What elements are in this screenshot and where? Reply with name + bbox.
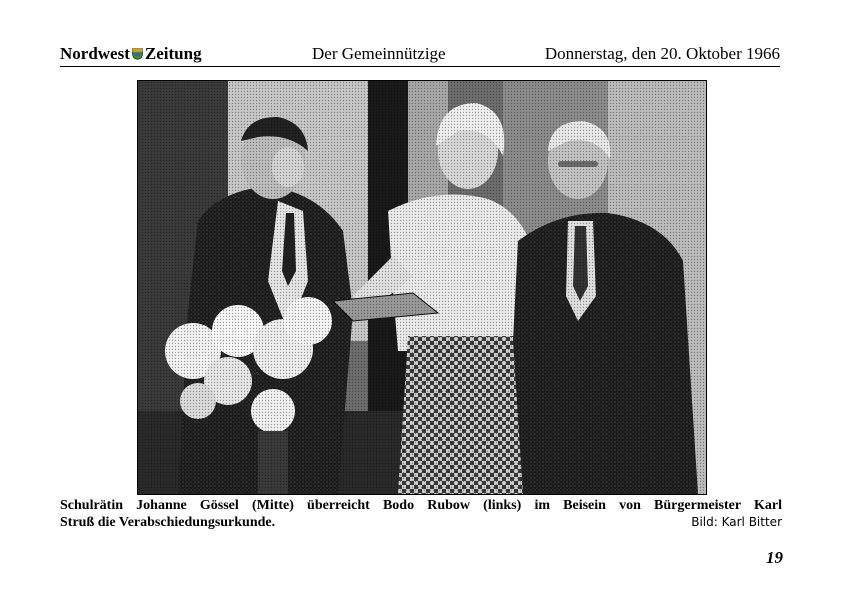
page-header — [60, 44, 780, 67]
photo-credit: Bild: Karl Bitter — [691, 515, 782, 529]
masthead-left-word: Nordwest — [60, 44, 130, 63]
page-number: 19 — [766, 548, 783, 567]
issue-date: Donnerstag, den 20. Oktober 1966 — [544, 44, 780, 63]
coat-of-arms-icon — [132, 48, 143, 60]
photo-caption-line-1: Schulrätin Johanne Gössel (Mitte) überreicht Bodo Rubow (links) im Beisein von Bürgermeister Karl — [60, 498, 782, 513]
newspaper-masthead — [60, 44, 202, 64]
news-photograph — [137, 80, 707, 495]
section-name: Der Gemeinnützige — [312, 44, 446, 63]
masthead-right-word: Zeitung — [144, 44, 202, 63]
photo-caption-line-2: Struß die Verabschiedungsurkunde. — [60, 515, 276, 530]
halftone-photo-illustration — [138, 81, 706, 494]
